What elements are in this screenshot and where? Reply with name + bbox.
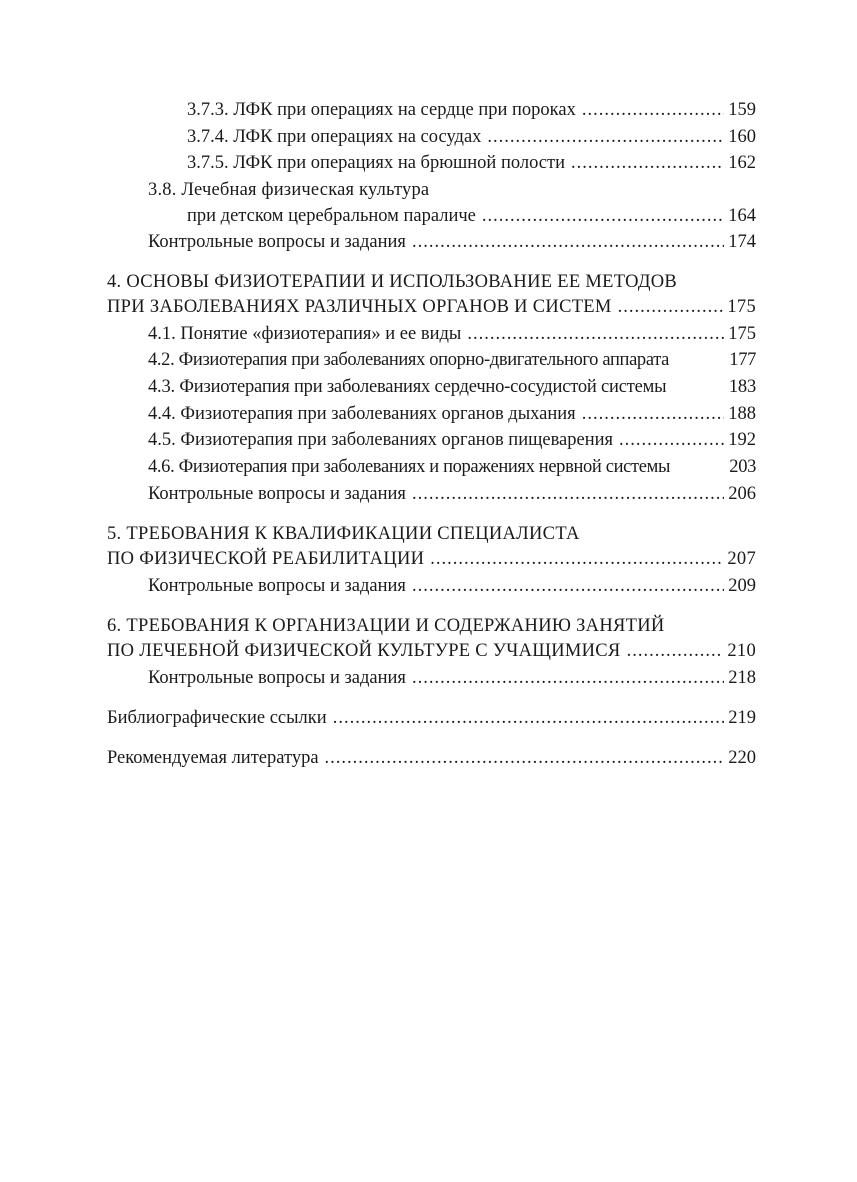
toc-entry-page: 164	[728, 206, 756, 226]
toc-chapter-6-line1: 6. ТРЕБОВАНИЯ К ОРГАНИЗАЦИИ И СОДЕРЖАНИЮ ЗАНЯТИЙ	[107, 616, 665, 636]
toc-entry-control-questions	[148, 574, 756, 598]
toc-leader-dots	[627, 639, 724, 663]
toc-entry-title: ПО ЛЕЧЕБНОЙ ФИЗИЧЕСКОЙ КУЛЬТУРЕ С УЧАЩИМИСЯ	[107, 641, 621, 661]
toc-entry-control-questions	[148, 666, 756, 690]
toc-entry-title: Рекомендуемая литература	[107, 748, 319, 768]
toc-leader-dots	[412, 230, 724, 254]
toc-entry-title: Контрольные вопросы и задания	[148, 232, 406, 252]
toc-entry-3-7-5	[187, 151, 756, 175]
toc-entry-control-questions	[148, 482, 756, 506]
toc-chapter-4	[107, 295, 756, 319]
toc-entry-bibliography	[107, 706, 756, 730]
toc-entry-title: 3.7.5. ЛФК при операциях на брюшной полости	[187, 153, 566, 173]
toc-entry-4-1	[148, 322, 756, 346]
toc-entry-title: Контрольные вопросы и задания	[148, 576, 406, 596]
toc-entry-page: 203	[729, 457, 756, 477]
toc-entry-title: 4.4. Физиотерапия при заболеваниях органов дыхания	[148, 404, 576, 424]
toc-entry-4-5	[148, 428, 756, 452]
toc-chapter-5-line1: 5. ТРЕБОВАНИЯ К КВАЛИФИКАЦИИ СПЕЦИАЛИСТА	[107, 524, 580, 544]
toc-entry-page: 188	[728, 404, 756, 424]
toc-entry-page: 175	[727, 297, 756, 317]
toc-entry-page: 175	[728, 324, 756, 344]
toc-entry-title: Контрольные вопросы и задания	[148, 668, 406, 688]
toc-chapter-6	[107, 639, 756, 663]
toc-leader-dots	[325, 746, 725, 770]
toc-entry-title: 4.5. Физиотерапия при заболеваниях органов пищеварения	[148, 430, 614, 450]
toc-leader-dots	[430, 547, 723, 571]
toc-entry-page: 209	[728, 576, 756, 596]
toc-leader-dots	[467, 322, 724, 346]
toc-leader-dots	[482, 204, 724, 228]
toc-entry-page: 177	[729, 350, 756, 370]
toc-entry-title: ПРИ ЗАБОЛЕВАНИЯХ РАЗЛИЧНЫХ ОРГАНОВ И СИСТЕМ	[107, 297, 612, 317]
toc-chapter-5	[107, 547, 756, 571]
toc-leader-dots	[582, 98, 724, 122]
toc-entry-title: 4.6. Физиотерапия при заболеваниях и поражениях нервной системы	[148, 457, 671, 477]
toc-entry-title: Библиографические ссылки	[107, 708, 327, 728]
toc-entry-title: 4.1. Понятие «физиотерапия» и ее виды	[148, 324, 462, 344]
toc-entry-3-7-3	[187, 98, 756, 122]
toc-entry-page: 159	[728, 100, 756, 120]
toc-entry-control-questions	[148, 230, 756, 254]
toc-leader-dots	[618, 295, 724, 319]
toc-entry-page: 162	[728, 153, 756, 173]
toc-entry-page: 218	[728, 668, 756, 688]
toc-entry-page: 160	[728, 127, 756, 147]
toc-entry-title: 4.3. Физиотерапия при заболеваниях сердечно-сосудистой системы	[148, 377, 667, 397]
toc-entry-page: 206	[728, 484, 756, 504]
toc-entry-page: 220	[728, 748, 756, 768]
toc-entry-3-8-line1: 3.8. Лечебная физическая культура	[148, 180, 430, 200]
toc-entry-title: Контрольные вопросы и задания	[148, 484, 406, 504]
toc-entry-title: при детском церебральном параличе	[187, 206, 476, 226]
toc-leader-dots	[619, 428, 724, 452]
toc-entry-page: 207	[727, 549, 756, 569]
toc-chapter-4-line1: 4. ОСНОВЫ ФИЗИОТЕРАПИИ И ИСПОЛЬЗОВАНИЕ ЕЕ МЕТОДОВ	[107, 272, 678, 292]
toc-entry-page: 219	[728, 708, 756, 728]
toc-entry-3-8	[187, 204, 756, 228]
toc-entry-page: 192	[728, 430, 756, 450]
toc-leader-dots	[412, 666, 724, 690]
toc-entry-title: 3.7.4. ЛФК при операциях на сосудах	[187, 127, 482, 147]
toc-leader-dots	[412, 574, 724, 598]
toc-leader-dots	[571, 151, 724, 175]
toc-entry-4-4	[148, 402, 756, 426]
toc-entry-page: 210	[727, 641, 756, 661]
toc-leader-dots	[333, 706, 725, 730]
toc-entry-page: 174	[728, 232, 756, 252]
toc-entry-4-3	[148, 375, 756, 399]
toc-entry-page: 183	[728, 377, 756, 397]
toc-entry-title: ПО ФИЗИЧЕСКОЙ РЕАБИЛИТАЦИИ	[107, 549, 425, 569]
toc-leader-dots	[582, 402, 725, 426]
toc-leader-dots	[412, 482, 724, 506]
toc-entry-title: 4.2. Физиотерапия при заболеваниях опорно-двигательного аппарата	[148, 350, 670, 370]
toc-entry-4-6	[148, 455, 756, 479]
toc-entry-recommended-literature	[107, 746, 756, 770]
toc-entry-4-2	[148, 348, 756, 372]
toc-leader-dots	[487, 125, 724, 149]
toc-entry-title: 3.7.3. ЛФК при операциях на сердце при пороках	[187, 100, 576, 120]
toc-entry-3-7-4	[187, 125, 756, 149]
